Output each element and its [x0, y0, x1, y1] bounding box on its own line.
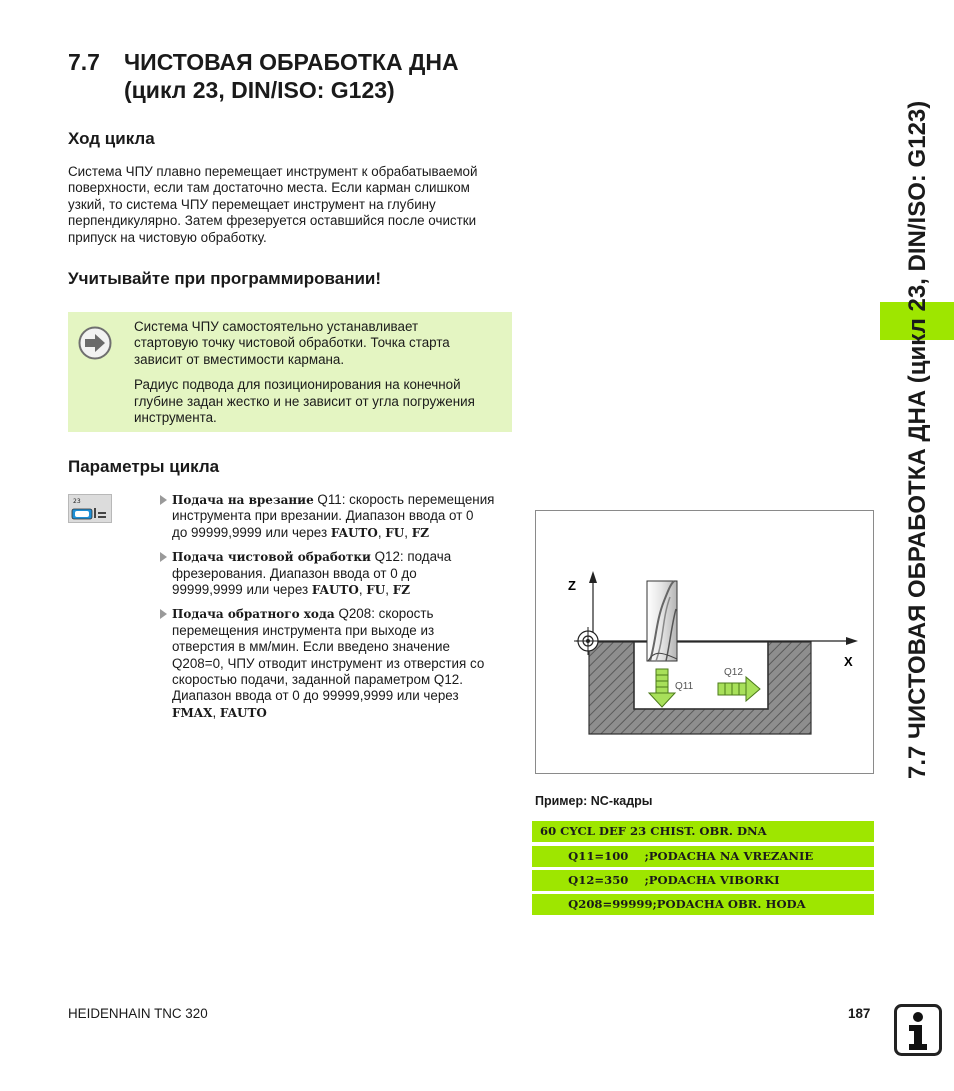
note-paragraph-1: [134, 319, 506, 368]
cycle-23-softkey-icon: [68, 494, 112, 523]
arrow-right-icon: [78, 326, 112, 360]
param-text: отверстия в мм/мин. Если введено значение: [172, 639, 450, 655]
param-text: Q11: скорость перемещения: [313, 492, 495, 507]
info-icon: [894, 1004, 942, 1056]
param-name: Подача чистовой обработки: [172, 550, 371, 565]
z-axis-label: Z: [568, 578, 576, 593]
title-line1: ЧИСТОВАЯ ОБРАБОТКА ДНА: [124, 49, 459, 75]
param-option: FU: [385, 525, 405, 540]
param-text: Q12: подача: [370, 549, 452, 565]
param-option: FZ: [392, 583, 410, 598]
section-number: 7.7: [68, 49, 100, 75]
param-text: Q208=0, ЧПУ отводит инструмент из отверстия со: [172, 655, 485, 671]
plunge-feed-arrow-icon: [649, 669, 675, 707]
title-line2: (цикл 23, DIN/ISO: G123): [124, 77, 395, 103]
nc-block-line: [532, 821, 874, 842]
param-option: FZ: [411, 525, 429, 540]
param-text: 99999,9999 или через: [172, 582, 312, 598]
cycle-icon-number: 23: [73, 498, 81, 505]
cycle-run-line: припуск на чистовую обработку.: [68, 229, 267, 245]
nc-block-text: Q12=350 ;PODACHA VIBORKI: [548, 873, 780, 887]
param-text: Q208: скорость: [334, 606, 434, 622]
param-q12: Подача чистовой обработки Q12: подача фрезерования. Диапазон ввода от 0 до 99999,9999 или через FAUTO, FU, FZ: [160, 549, 512, 598]
nc-block-text: 60 CYCL DEF 23 CHIST. OBR. DNA: [540, 824, 767, 838]
bullet-triangle-icon: [160, 609, 167, 619]
note-line: стартовую точку чистовой обработки. Точка старта: [134, 335, 450, 351]
param-option: FU: [366, 583, 386, 598]
page-title: [68, 48, 459, 104]
param-q11: Подача на врезание Q11: скорость перемещения инструмента при врезании. Диапазон ввода от 0 до 99999,9999 или через FAUTO, FU, FZ: [160, 492, 512, 541]
note-line: Радиус подвода для позиционирования на конечной: [134, 377, 461, 393]
note-paragraph-2: [134, 377, 506, 426]
cycle-diagram: [535, 510, 874, 774]
param-option: FAUTO: [330, 525, 378, 540]
cycle-run-line: Система ЧПУ плавно перемещает инструмент к обрабатываемой: [68, 164, 478, 179]
param-text: фрезерования. Диапазон ввода от 0 до: [172, 565, 417, 581]
param-text: Диапазон ввода от 0 до 99999,9999 или через: [172, 688, 459, 704]
cycle-run-heading: Ход цикла: [68, 129, 155, 148]
param-name: Подача обратного хода: [172, 607, 335, 622]
milling-tool-icon: [647, 581, 677, 661]
example-label: Пример: NC-кадры: [535, 794, 653, 808]
param-q208: Подача обратного хода Q208: скорость перемещения инструмента при выходе из отверстия в мм/мин. Если введено значение Q208=0, ЧПУ отводит инструмент из отверстия со скоростью подачи, заданной параметром Q12. Диапазон ввода от 0 до 99999,9999 или через FMAX, FAUTO: [160, 606, 512, 721]
side-running-title: 7.7 ЧИСТОВАЯ ОБРАБОТКА ДНА (цикл 23, DIN/ISO: G123): [904, 100, 931, 779]
param-text: перемещения инструмента при выходе из: [172, 622, 435, 638]
finishing-feed-arrow-icon: [718, 677, 760, 701]
note-line: Система ЧПУ самостоятельно устанавливает: [134, 319, 419, 334]
nc-block-text: Q208=99999;PODACHA OBR. HODA: [548, 897, 806, 911]
page-number: 187: [848, 1006, 871, 1021]
note-line: зависит от вместимости кармана.: [134, 351, 345, 367]
nc-block-line: [532, 846, 874, 867]
cycle-run-line: узкий, то система ЧПУ перемещает инструмент на глубину: [68, 196, 436, 212]
note-line: инструмента.: [134, 410, 217, 426]
parameter-list: [160, 492, 512, 729]
param-name: Подача на врезание: [172, 493, 314, 507]
note-text: [134, 319, 506, 426]
q12-label: Q12: [724, 667, 743, 678]
workpiece-hatch: [589, 642, 811, 734]
param-option: FMAX: [172, 705, 213, 720]
bullet-triangle-icon: [160, 552, 167, 562]
cycle-run-line: поверхности, если там достаточно места. Если карман слишком: [68, 180, 470, 196]
param-option: FAUTO: [311, 583, 359, 598]
param-text: инструмента при врезании. Диапазон ввода от 0: [172, 508, 474, 524]
footer-manual-name: HEIDENHAIN TNC 320: [68, 1006, 208, 1021]
q11-label: Q11: [675, 681, 694, 692]
param-option: FAUTO: [219, 705, 267, 720]
parameters-heading: Параметры цикла: [68, 457, 220, 476]
bullet-triangle-icon: [160, 495, 167, 505]
param-text: до 99999,9999 или через: [172, 524, 331, 540]
x-axis-label: X: [844, 654, 853, 669]
nc-block-line: [532, 894, 874, 915]
param-text: скоростью подачи, заданной параметром Q12.: [172, 672, 463, 688]
nc-block-text: Q11=100 ;PODACHA NA VREZANIE: [548, 849, 814, 863]
nc-block-line: [532, 870, 874, 891]
programming-notes-heading: Учитывайте при программировании!: [68, 269, 382, 288]
note-line: глубине задан жестко и не зависит от угла погружения: [134, 393, 475, 409]
cycle-run-text: [68, 164, 518, 246]
cycle-run-line: перпендикулярно. Затем фрезеруется оставшийся после очистки: [68, 213, 477, 229]
